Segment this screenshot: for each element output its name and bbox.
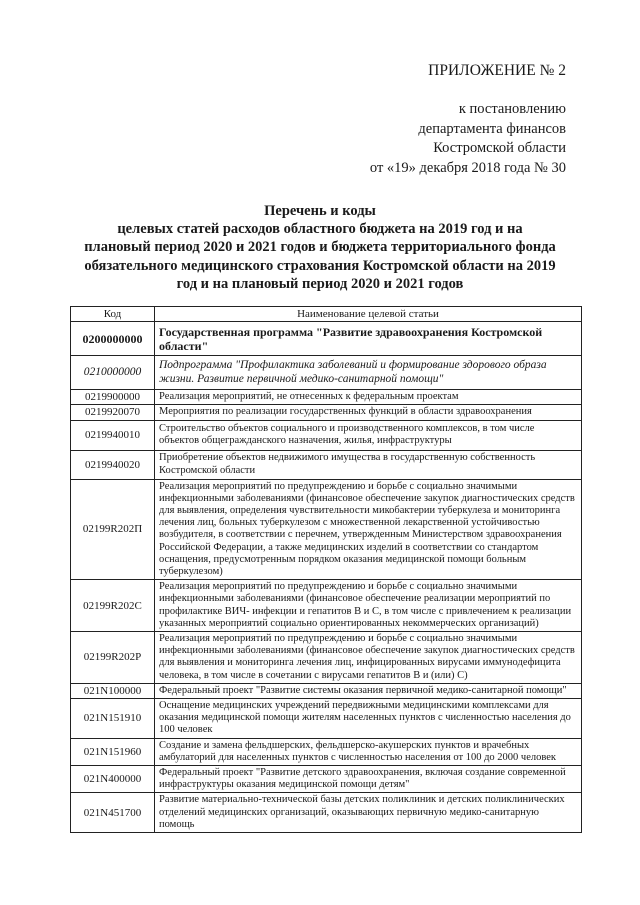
table-row (71, 420, 582, 450)
row-code: 0210000000 (71, 356, 155, 390)
table-row (71, 479, 582, 580)
row-name: Федеральный проект "Развитие системы оказания первичной медико-санитарной помощи" (155, 683, 582, 698)
row-code: 021N400000 (71, 766, 155, 793)
row-name: Мероприятия по реализации государственных функций в области здравоохранения (155, 405, 582, 420)
header-name: Наименование целевой статьи (155, 307, 582, 322)
table-row (71, 699, 582, 739)
table-header-row (71, 307, 582, 322)
title-line: год и на плановый период 2020 и 2021 годов (176, 275, 464, 292)
row-name: Реализация мероприятий, не отнесенных к федеральным проектам (155, 390, 582, 405)
row-name: Подпрограмма "Профилактика заболеваний и формирование здорового образа жизни. Развитие первичной медико-санитарной помощи" (155, 356, 582, 390)
table-row (71, 793, 582, 833)
row-code: 021N100000 (71, 683, 155, 698)
document-title (60, 202, 580, 293)
row-code: 0219940010 (71, 420, 155, 450)
table-row (71, 580, 582, 632)
reference-block (246, 100, 566, 178)
row-code: 0200000000 (71, 322, 155, 356)
title-line: плановый период 2020 и 2021 годов и бюджета территориального фонда (84, 239, 556, 256)
table-row (71, 738, 582, 765)
target-articles-table (70, 306, 582, 833)
reference-line: от «19» декабря 2018 года № 30 (369, 159, 566, 176)
row-code: 0219940020 (71, 450, 155, 479)
row-code: 02199R202П (71, 479, 155, 580)
title-line: Перечень и коды (264, 203, 376, 219)
table-row (71, 322, 582, 356)
table-row (71, 632, 582, 684)
row-code: 0219920070 (71, 405, 155, 420)
table-row (71, 356, 582, 390)
table-row (71, 405, 582, 420)
row-code: 021N451700 (71, 793, 155, 833)
title-line: целевых статей расходов областного бюджета на 2019 год и на (117, 221, 523, 238)
row-name: Федеральный проект "Развитие детского здравоохранения, включая создание современной инфраструктуры оказания медицинской помощи детям" (155, 766, 582, 793)
row-name: Реализация мероприятий по предупреждению и борьбе с социально значимыми инфекционными заболеваниями (финансовое обеспечение закупок диагностических средств для выявления и мониторинга лечения лиц, инфицированных вирусами иммунодефицита человека, в том числе в сочетании с вирусами гепатитов В и (или) С) (155, 632, 582, 684)
reference-line: к постановлению (458, 101, 566, 117)
row-name: Оснащение медицинских учреждений передвижными медицинскими комплексами для оказания медицинской помощи жителям населенных пунктов с численностью населения до 100 человек (155, 699, 582, 739)
row-code: 02199R202С (71, 580, 155, 632)
row-name: Приобретение объектов недвижимого имущества в государственную собственность Костромской области (155, 450, 582, 479)
table-row (71, 683, 582, 698)
table-row (71, 766, 582, 793)
table-row (71, 390, 582, 405)
row-code: 0219900000 (71, 390, 155, 405)
title-line: обязательного медицинского страхования Костромской области на 2019 (84, 257, 556, 274)
header-code: Код (71, 307, 155, 322)
appendix-number: ПРИЛОЖЕНИЕ № 2 (428, 62, 566, 79)
reference-line: департамента финансов (418, 120, 566, 137)
row-name: Государственная программа "Развитие здравоохранения Костромской области" (155, 322, 582, 356)
row-name: Строительство объектов социального и производственного комплексов, в том числе объектов общегражданского назначения, жилья, инфраструктуры (155, 420, 582, 450)
row-code: 02199R202Р (71, 632, 155, 684)
table-row (71, 450, 582, 479)
row-code: 021N151910 (71, 699, 155, 739)
row-name: Создание и замена фельдшерских, фельдшерско-акушерских пунктов и врачебных амбулаторий для населенных пунктов с численностью населения от 100 до 2000 человек (155, 738, 582, 765)
row-name: Развитие материально-технической базы детских поликлиник и детских поликлинических отделений медицинских организаций, оказывающих первичную медико-санитарную помощь (155, 793, 582, 833)
reference-line: Костромской области (433, 140, 566, 156)
row-code: 021N151960 (71, 738, 155, 765)
row-name: Реализация мероприятий по предупреждению и борьбе с социально значимыми инфекционными заболеваниями (финансовое обеспечение закупок диагностических средств для выявления, определения чувствительности микобактерии туберкулеза и мониторинга лечения лиц, больных туберкулезом с множественной лекарственной устойчивостью возбудителя, в соответствии с перечнем, утвержденным Министерством здравоохранения Российской Федерации, а также медицинских изделий в соответствии со стандартом оснащения, предусмотренным порядком оказания медицинской помощи больным туберкулезом) (155, 479, 582, 580)
row-name: Реализация мероприятий по предупреждению и борьбе с социально значимыми инфекционными заболеваниями (финансовое обеспечение реализации мероприятий по профилактике ВИЧ- инфекции и гепатитов В и С, в том числе с привлечением к реализации указанных мероприятий социально ориентированных некоммерческих организаций) (155, 580, 582, 632)
